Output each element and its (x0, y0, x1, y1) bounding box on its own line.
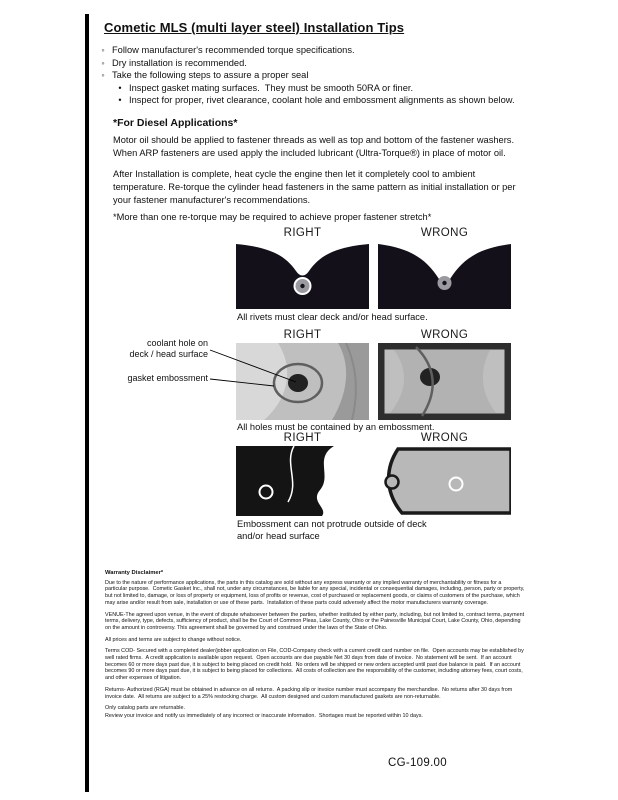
tip-text: Follow manufacturer's recommended torque specifications. (112, 45, 355, 55)
rivet-clearance-wrong-diagram (378, 241, 511, 309)
tip-text: Inspect for proper, rivet clearance, coolant hole and embossment alignments as shown below. (129, 95, 515, 106)
tip-text: Take the following steps to assure a proper seal (112, 70, 309, 81)
filled-bullet-icon: • (118, 95, 122, 106)
holes-caption: All holes must be contained by an embossment. (237, 422, 435, 432)
gasket-embossment-callout: gasket embossment (127, 373, 208, 383)
tips-list (99, 44, 539, 107)
embossment-contained-wrong-diagram (378, 343, 511, 420)
disclaimer-paragraph: All prices and terms are subject to change without notice. (105, 636, 242, 643)
coolant-hole-callout: coolant hole on deck / head surface (129, 338, 208, 359)
list-item (99, 57, 539, 70)
page-left-border (85, 14, 89, 792)
right-label: RIGHT (283, 329, 322, 341)
disclaimer-heading: Warranty Disclaimer* (105, 570, 164, 576)
protrusion-wrong-diagram (378, 446, 511, 516)
disclaimer-paragraph: Review your invoice and notify us immediately of any incorrect or inaccurate information. Shortages must be reported within 10 days. (105, 712, 423, 719)
motor-oil-paragraph: Motor oil should be applied to fastener threads as well as top and bottom of the fastener washers. When ARP fasteners are used apply the included lubricant (Ultra-Torque®) in place of motor oil. (113, 135, 517, 159)
protrusion-caption: Embossment can not protrude outside of deck and/or head surface (237, 519, 430, 541)
retorque-note: *More than one re-torque may be required to achieve proper fastener stretch* (113, 212, 432, 222)
list-item (99, 44, 539, 57)
disclaimer-paragraph: Terms COD- Secured with a completed dealer/jobber application on File, COD-Company check with a current credit card number on file. Open accounts may be established by well rated firms. A credit application is available upon request. Open accounts are due payable Net 30 days from date of invoice. No statement will be sent. If an account becomes 60 or more days past due, it is subject to being placed on credit hold. No orders will be shipped or new orders accepted until past due balance is paid. If an account becomes 90 or more days past due, it is subject to being placed for collections. All costs of collection are the responsibility of the customer, including attorney fees, court costs, and other expenses of litigation. (105, 648, 526, 682)
open-bullet-icon: ◦ (101, 57, 105, 68)
callout-leader-lines (208, 342, 303, 394)
diesel-applications-heading: *For Diesel Applications* (113, 117, 238, 129)
catalog-page-code: CG-109.00 (388, 757, 447, 769)
tip-text: Dry installation is recommended. (112, 57, 247, 68)
filled-bullet-icon: • (118, 82, 122, 93)
warranty-disclaimer (105, 570, 525, 725)
list-item (99, 69, 539, 82)
right-label: RIGHT (283, 432, 322, 444)
disclaimer-paragraph: Due to the nature of performance applications, the parts in this catalog are sold without any express warranty or any implied warranty of merchantability or fitness for a particular purpose. Cometic Gasket Inc., shall not, under any circumstances, be liable for any special, incidental or consequential damages, including, person, party or property, but not limited to, damage, or loss of property or equipment, loss of profits or revenue, cost of purchased or replacement goods, or claims of customers of the purchase, which may arise and/or result from sale, installation or use of these parts. Installation of these parts could adversely affect the motor manufacturers warranty coverage. (105, 579, 526, 606)
wrong-label: WRONG (420, 227, 469, 239)
wrong-label: WRONG (420, 329, 469, 341)
right-label: RIGHT (283, 227, 322, 239)
disclaimer-paragraph: Only catalog parts are returnable. (105, 705, 186, 712)
protrusion-right-diagram (236, 446, 369, 516)
disclaimer-paragraph: Returns- Authorized (RGA) must be obtained in advance on all returns. A packing slip or invoice number must accompany the merchandise. No returns after 30 days from invoice date. All returns are subject to a 25% restocking charge. All custom designed and custom manufactured gaskets are non-returnable. (105, 686, 514, 700)
heat-cycle-paragraph: After Installation is complete, heat cycle the engine then let it completely cool to ambient temperature. Re-torque the cylinder head fasteners in the same pattern as initial installation or per your fastener manufacturer's recommendations. (113, 169, 519, 206)
page-title: Cometic MLS (multi layer steel) Installation Tips (104, 20, 405, 35)
list-item (116, 82, 539, 95)
open-bullet-icon: ◦ (101, 70, 105, 81)
list-item (116, 94, 539, 107)
rivet-clearance-right-diagram (236, 241, 369, 309)
open-bullet-icon: ◦ (101, 45, 105, 55)
disclaimer-paragraph: VENUE-The agreed upon venue, in the event of dispute whatsoever between the parties, whether instituted by either party, including, but not limited to, contract terms, payment terms, delivery, type, defects, sufficiency of product, shall be the Court of Common Pleas, Lake County, Ohio or the Painesville Municipal Court, Lake County, Ohio, depending on the amount in controversy. This agreement shall be governed by and construed under the laws of the State of Ohio. (105, 611, 526, 631)
tip-text: Inspect gasket mating surfaces. They must be smooth 50RA or finer. (129, 82, 414, 93)
wrong-label: WRONG (420, 432, 469, 444)
rivet-caption: All rivets must clear deck and/or head surface. (237, 312, 428, 322)
